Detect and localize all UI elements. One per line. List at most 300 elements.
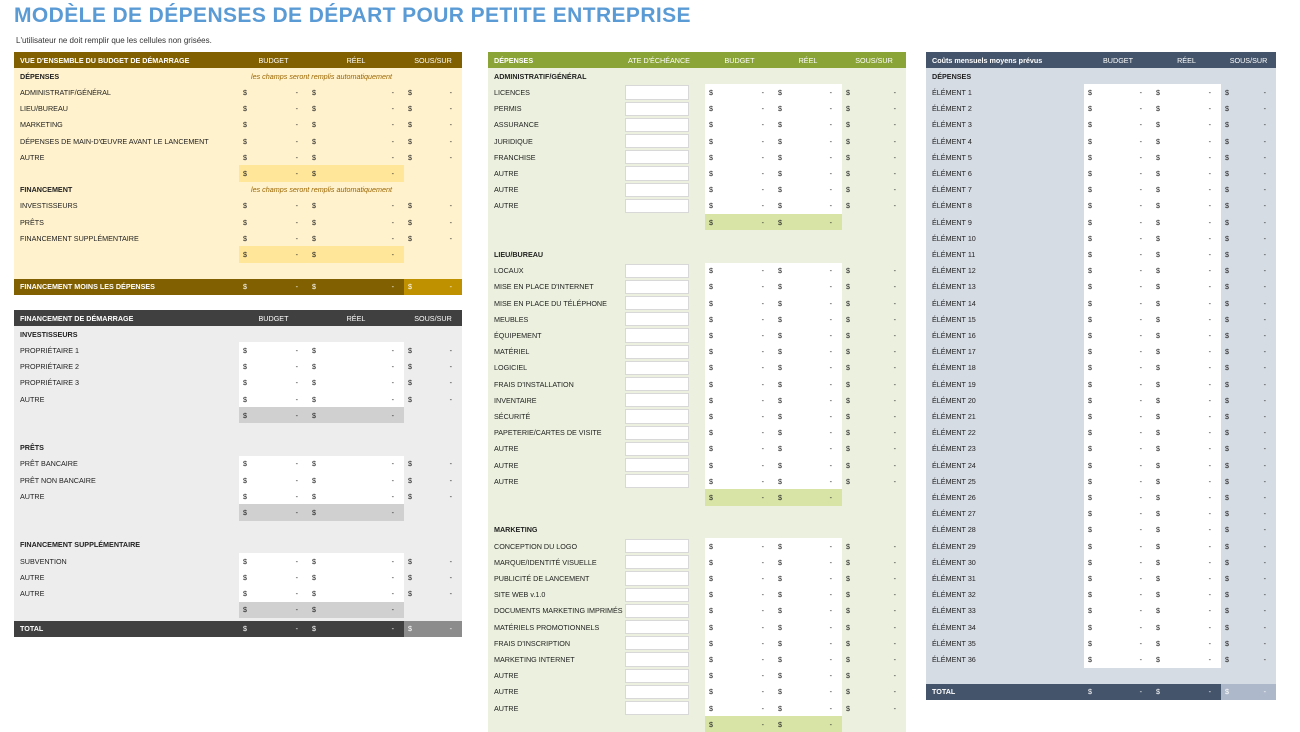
currency-symbol[interactable]: $: [778, 460, 782, 470]
currency-symbol[interactable]: $: [312, 362, 316, 372]
currency-symbol[interactable]: $: [778, 444, 782, 454]
amount-value[interactable]: -: [761, 168, 764, 178]
due-date-input[interactable]: [625, 183, 689, 197]
amount-value[interactable]: -: [391, 378, 394, 388]
amount-value[interactable]: -: [1139, 120, 1142, 130]
amount-value[interactable]: -: [1208, 460, 1211, 470]
currency-symbol[interactable]: $: [709, 573, 713, 583]
currency-symbol[interactable]: $: [778, 201, 782, 211]
amount-value[interactable]: -: [761, 638, 764, 648]
currency-symbol[interactable]: $: [778, 671, 782, 681]
amount-value[interactable]: -: [829, 411, 832, 421]
amount-value[interactable]: -: [829, 460, 832, 470]
currency-symbol[interactable]: $: [312, 378, 316, 388]
due-date-input[interactable]: [625, 328, 689, 342]
currency-symbol[interactable]: $: [1156, 152, 1160, 162]
currency-symbol[interactable]: $: [243, 588, 247, 598]
currency-symbol[interactable]: $: [1156, 217, 1160, 227]
currency-symbol[interactable]: $: [1088, 249, 1092, 259]
currency-symbol[interactable]: $: [312, 345, 316, 355]
amount-value[interactable]: -: [391, 588, 394, 598]
due-date-input[interactable]: [625, 118, 689, 132]
currency-symbol[interactable]: $: [1088, 638, 1092, 648]
amount-value[interactable]: -: [761, 152, 764, 162]
due-date-input[interactable]: [625, 588, 689, 602]
currency-symbol[interactable]: $: [778, 411, 782, 421]
amount-value[interactable]: -: [761, 476, 764, 486]
currency-symbol[interactable]: $: [778, 185, 782, 195]
due-date-input[interactable]: [625, 102, 689, 116]
currency-symbol[interactable]: $: [778, 590, 782, 600]
amount-value[interactable]: -: [829, 120, 832, 130]
currency-symbol[interactable]: $: [243, 362, 247, 372]
due-date-input[interactable]: [625, 199, 689, 213]
currency-symbol[interactable]: $: [778, 347, 782, 357]
amount-value[interactable]: -: [761, 104, 764, 114]
due-date-input[interactable]: [625, 426, 689, 440]
amount-value[interactable]: -: [829, 282, 832, 292]
currency-symbol[interactable]: $: [243, 572, 247, 582]
currency-symbol[interactable]: $: [1156, 266, 1160, 276]
currency-symbol[interactable]: $: [1156, 104, 1160, 114]
amount-value[interactable]: -: [1208, 541, 1211, 551]
currency-symbol[interactable]: $: [1088, 622, 1092, 632]
amount-value[interactable]: -: [761, 330, 764, 340]
amount-value[interactable]: -: [1208, 395, 1211, 405]
currency-symbol[interactable]: $: [1088, 152, 1092, 162]
amount-value[interactable]: -: [1208, 654, 1211, 664]
currency-symbol[interactable]: $: [709, 541, 713, 551]
amount-value[interactable]: -: [295, 362, 298, 372]
currency-symbol[interactable]: $: [1156, 347, 1160, 357]
currency-symbol[interactable]: $: [1156, 460, 1160, 470]
currency-symbol[interactable]: $: [1156, 638, 1160, 648]
amount-value[interactable]: -: [1139, 395, 1142, 405]
currency-symbol[interactable]: $: [1088, 314, 1092, 324]
amount-value[interactable]: -: [761, 379, 764, 389]
amount-value[interactable]: -: [829, 104, 832, 114]
amount-value[interactable]: -: [829, 330, 832, 340]
currency-symbol[interactable]: $: [778, 363, 782, 373]
currency-symbol[interactable]: $: [1088, 168, 1092, 178]
currency-symbol[interactable]: $: [1156, 185, 1160, 195]
amount-value[interactable]: -: [829, 168, 832, 178]
currency-symbol[interactable]: $: [778, 573, 782, 583]
currency-symbol[interactable]: $: [1156, 444, 1160, 454]
currency-symbol[interactable]: $: [709, 444, 713, 454]
currency-symbol[interactable]: $: [1156, 314, 1160, 324]
amount-value[interactable]: -: [1208, 266, 1211, 276]
currency-symbol[interactable]: $: [1088, 104, 1092, 114]
amount-value[interactable]: -: [829, 395, 832, 405]
currency-symbol[interactable]: $: [778, 622, 782, 632]
currency-symbol[interactable]: $: [778, 395, 782, 405]
amount-value[interactable]: -: [1208, 282, 1211, 292]
currency-symbol[interactable]: $: [1156, 87, 1160, 97]
currency-symbol[interactable]: $: [709, 185, 713, 195]
currency-symbol[interactable]: $: [709, 671, 713, 681]
currency-symbol[interactable]: $: [1156, 298, 1160, 308]
currency-symbol[interactable]: $: [312, 556, 316, 566]
amount-value[interactable]: -: [295, 394, 298, 404]
due-date-input[interactable]: [625, 409, 689, 423]
currency-symbol[interactable]: $: [709, 428, 713, 438]
amount-value[interactable]: -: [1139, 87, 1142, 97]
currency-symbol[interactable]: $: [1088, 120, 1092, 130]
amount-value[interactable]: -: [829, 557, 832, 567]
amount-value[interactable]: -: [761, 395, 764, 405]
amount-value[interactable]: -: [829, 590, 832, 600]
currency-symbol[interactable]: $: [243, 556, 247, 566]
currency-symbol[interactable]: $: [778, 606, 782, 616]
currency-symbol[interactable]: $: [1088, 492, 1092, 502]
amount-value[interactable]: -: [295, 459, 298, 469]
currency-symbol[interactable]: $: [778, 654, 782, 664]
amount-value[interactable]: -: [295, 378, 298, 388]
amount-value[interactable]: -: [391, 572, 394, 582]
amount-value[interactable]: -: [295, 345, 298, 355]
due-date-input[interactable]: [625, 85, 689, 99]
currency-symbol[interactable]: $: [243, 394, 247, 404]
amount-value[interactable]: -: [761, 654, 764, 664]
amount-value[interactable]: -: [1139, 185, 1142, 195]
currency-symbol[interactable]: $: [1088, 282, 1092, 292]
amount-value[interactable]: -: [761, 622, 764, 632]
amount-value[interactable]: -: [391, 556, 394, 566]
amount-value[interactable]: -: [761, 687, 764, 697]
due-date-input[interactable]: [625, 393, 689, 407]
currency-symbol[interactable]: $: [312, 588, 316, 598]
due-date-input[interactable]: [625, 264, 689, 278]
amount-value[interactable]: -: [829, 476, 832, 486]
amount-value[interactable]: -: [1139, 249, 1142, 259]
amount-value[interactable]: -: [295, 556, 298, 566]
currency-symbol[interactable]: $: [1088, 201, 1092, 211]
currency-symbol[interactable]: $: [709, 152, 713, 162]
currency-symbol[interactable]: $: [1088, 233, 1092, 243]
amount-value[interactable]: -: [829, 314, 832, 324]
currency-symbol[interactable]: $: [709, 363, 713, 373]
currency-symbol[interactable]: $: [1088, 363, 1092, 373]
currency-symbol[interactable]: $: [1156, 557, 1160, 567]
amount-value[interactable]: -: [1139, 363, 1142, 373]
currency-symbol[interactable]: $: [1088, 654, 1092, 664]
amount-value[interactable]: -: [1208, 573, 1211, 583]
currency-symbol[interactable]: $: [1088, 509, 1092, 519]
currency-symbol[interactable]: $: [709, 298, 713, 308]
due-date-input[interactable]: [625, 361, 689, 375]
currency-symbol[interactable]: $: [709, 395, 713, 405]
currency-symbol[interactable]: $: [1088, 298, 1092, 308]
amount-value[interactable]: -: [1139, 201, 1142, 211]
due-date-input[interactable]: [625, 539, 689, 553]
currency-symbol[interactable]: $: [709, 476, 713, 486]
due-date-input[interactable]: [625, 296, 689, 310]
due-date-input[interactable]: [625, 685, 689, 699]
currency-symbol[interactable]: $: [1156, 411, 1160, 421]
currency-symbol[interactable]: $: [1088, 476, 1092, 486]
currency-symbol[interactable]: $: [709, 654, 713, 664]
currency-symbol[interactable]: $: [1156, 476, 1160, 486]
currency-symbol[interactable]: $: [709, 347, 713, 357]
currency-symbol[interactable]: $: [778, 379, 782, 389]
currency-symbol[interactable]: $: [1088, 573, 1092, 583]
due-date-input[interactable]: [625, 166, 689, 180]
currency-symbol[interactable]: $: [1088, 411, 1092, 421]
amount-value[interactable]: -: [829, 606, 832, 616]
amount-value[interactable]: -: [829, 687, 832, 697]
currency-symbol[interactable]: $: [1088, 444, 1092, 454]
amount-value[interactable]: -: [761, 460, 764, 470]
amount-value[interactable]: -: [1139, 411, 1142, 421]
currency-symbol[interactable]: $: [778, 703, 782, 713]
amount-value[interactable]: -: [1208, 509, 1211, 519]
amount-value[interactable]: -: [761, 703, 764, 713]
currency-symbol[interactable]: $: [1156, 525, 1160, 535]
amount-value[interactable]: -: [761, 282, 764, 292]
amount-value[interactable]: -: [1139, 168, 1142, 178]
currency-symbol[interactable]: $: [778, 638, 782, 648]
amount-value[interactable]: -: [1139, 622, 1142, 632]
due-date-input[interactable]: [625, 652, 689, 666]
currency-symbol[interactable]: $: [1088, 525, 1092, 535]
currency-symbol[interactable]: $: [1088, 136, 1092, 146]
currency-symbol[interactable]: $: [1088, 606, 1092, 616]
amount-value[interactable]: -: [1208, 152, 1211, 162]
amount-value[interactable]: -: [761, 347, 764, 357]
amount-value[interactable]: -: [295, 491, 298, 501]
currency-symbol[interactable]: $: [1088, 217, 1092, 227]
amount-value[interactable]: -: [1208, 525, 1211, 535]
amount-value[interactable]: -: [761, 590, 764, 600]
currency-symbol[interactable]: $: [778, 266, 782, 276]
amount-value[interactable]: -: [829, 136, 832, 146]
currency-symbol[interactable]: $: [1088, 395, 1092, 405]
currency-symbol[interactable]: $: [778, 476, 782, 486]
amount-value[interactable]: -: [829, 638, 832, 648]
amount-value[interactable]: -: [1139, 509, 1142, 519]
currency-symbol[interactable]: $: [1088, 330, 1092, 340]
currency-symbol[interactable]: $: [1156, 509, 1160, 519]
amount-value[interactable]: -: [1208, 492, 1211, 502]
currency-symbol[interactable]: $: [709, 590, 713, 600]
currency-symbol[interactable]: $: [243, 345, 247, 355]
due-date-input[interactable]: [625, 312, 689, 326]
amount-value[interactable]: -: [1139, 330, 1142, 340]
due-date-input[interactable]: [625, 345, 689, 359]
amount-value[interactable]: -: [761, 266, 764, 276]
currency-symbol[interactable]: $: [709, 136, 713, 146]
amount-value[interactable]: -: [761, 185, 764, 195]
amount-value[interactable]: -: [829, 347, 832, 357]
currency-symbol[interactable]: $: [1156, 120, 1160, 130]
amount-value[interactable]: -: [1208, 622, 1211, 632]
due-date-input[interactable]: [625, 280, 689, 294]
amount-value[interactable]: -: [829, 541, 832, 551]
currency-symbol[interactable]: $: [709, 460, 713, 470]
due-date-input[interactable]: [625, 701, 689, 715]
due-date-input[interactable]: [625, 571, 689, 585]
amount-value[interactable]: -: [1139, 557, 1142, 567]
amount-value[interactable]: -: [1208, 168, 1211, 178]
amount-value[interactable]: -: [1208, 104, 1211, 114]
amount-value[interactable]: -: [1139, 282, 1142, 292]
amount-value[interactable]: -: [295, 475, 298, 485]
due-date-input[interactable]: [625, 636, 689, 650]
amount-value[interactable]: -: [829, 444, 832, 454]
amount-value[interactable]: -: [391, 459, 394, 469]
amount-value[interactable]: -: [829, 379, 832, 389]
currency-symbol[interactable]: $: [1088, 557, 1092, 567]
currency-symbol[interactable]: $: [243, 475, 247, 485]
currency-symbol[interactable]: $: [778, 298, 782, 308]
amount-value[interactable]: -: [1139, 492, 1142, 502]
amount-value[interactable]: -: [1208, 411, 1211, 421]
currency-symbol[interactable]: $: [709, 120, 713, 130]
currency-symbol[interactable]: $: [709, 703, 713, 713]
amount-value[interactable]: -: [829, 298, 832, 308]
currency-symbol[interactable]: $: [778, 687, 782, 697]
currency-symbol[interactable]: $: [1156, 622, 1160, 632]
amount-value[interactable]: -: [829, 185, 832, 195]
amount-value[interactable]: -: [1208, 476, 1211, 486]
amount-value[interactable]: -: [1139, 638, 1142, 648]
amount-value[interactable]: -: [761, 314, 764, 324]
currency-symbol[interactable]: $: [1088, 185, 1092, 195]
amount-value[interactable]: -: [1208, 638, 1211, 648]
amount-value[interactable]: -: [391, 475, 394, 485]
amount-value[interactable]: -: [1208, 298, 1211, 308]
amount-value[interactable]: -: [761, 573, 764, 583]
amount-value[interactable]: -: [1139, 379, 1142, 389]
currency-symbol[interactable]: $: [1088, 347, 1092, 357]
due-date-input[interactable]: [625, 150, 689, 164]
currency-symbol[interactable]: $: [312, 572, 316, 582]
amount-value[interactable]: -: [761, 201, 764, 211]
currency-symbol[interactable]: $: [778, 557, 782, 567]
amount-value[interactable]: -: [1208, 347, 1211, 357]
amount-value[interactable]: -: [1139, 266, 1142, 276]
amount-value[interactable]: -: [1139, 298, 1142, 308]
amount-value[interactable]: -: [761, 444, 764, 454]
currency-symbol[interactable]: $: [1156, 249, 1160, 259]
amount-value[interactable]: -: [1208, 606, 1211, 616]
amount-value[interactable]: -: [1208, 379, 1211, 389]
currency-symbol[interactable]: $: [778, 120, 782, 130]
currency-symbol[interactable]: $: [778, 152, 782, 162]
currency-symbol[interactable]: $: [1156, 395, 1160, 405]
currency-symbol[interactable]: $: [709, 168, 713, 178]
amount-value[interactable]: -: [761, 411, 764, 421]
currency-symbol[interactable]: $: [778, 428, 782, 438]
amount-value[interactable]: -: [1139, 541, 1142, 551]
amount-value[interactable]: -: [1139, 606, 1142, 616]
amount-value[interactable]: -: [1208, 249, 1211, 259]
amount-value[interactable]: -: [1139, 152, 1142, 162]
currency-symbol[interactable]: $: [1088, 87, 1092, 97]
currency-symbol[interactable]: $: [243, 491, 247, 501]
amount-value[interactable]: -: [829, 363, 832, 373]
currency-symbol[interactable]: $: [709, 687, 713, 697]
currency-symbol[interactable]: $: [1156, 282, 1160, 292]
amount-value[interactable]: -: [391, 362, 394, 372]
amount-value[interactable]: -: [1139, 428, 1142, 438]
currency-symbol[interactable]: $: [778, 541, 782, 551]
currency-symbol[interactable]: $: [709, 104, 713, 114]
amount-value[interactable]: -: [391, 394, 394, 404]
amount-value[interactable]: -: [761, 298, 764, 308]
currency-symbol[interactable]: $: [709, 638, 713, 648]
amount-value[interactable]: -: [1139, 590, 1142, 600]
amount-value[interactable]: -: [829, 622, 832, 632]
amount-value[interactable]: -: [829, 573, 832, 583]
amount-value[interactable]: -: [1139, 573, 1142, 583]
amount-value[interactable]: -: [829, 87, 832, 97]
due-date-input[interactable]: [625, 377, 689, 391]
amount-value[interactable]: -: [1208, 120, 1211, 130]
currency-symbol[interactable]: $: [243, 459, 247, 469]
amount-value[interactable]: -: [829, 671, 832, 681]
currency-symbol[interactable]: $: [1156, 330, 1160, 340]
currency-symbol[interactable]: $: [1156, 573, 1160, 583]
amount-value[interactable]: -: [761, 120, 764, 130]
currency-symbol[interactable]: $: [1156, 654, 1160, 664]
amount-value[interactable]: -: [829, 703, 832, 713]
amount-value[interactable]: -: [761, 428, 764, 438]
amount-value[interactable]: -: [1208, 590, 1211, 600]
currency-symbol[interactable]: $: [243, 378, 247, 388]
amount-value[interactable]: -: [1139, 217, 1142, 227]
currency-symbol[interactable]: $: [778, 87, 782, 97]
currency-symbol[interactable]: $: [1088, 541, 1092, 551]
amount-value[interactable]: -: [391, 491, 394, 501]
due-date-input[interactable]: [625, 458, 689, 472]
currency-symbol[interactable]: $: [778, 168, 782, 178]
currency-symbol[interactable]: $: [1156, 606, 1160, 616]
currency-symbol[interactable]: $: [1156, 379, 1160, 389]
currency-symbol[interactable]: $: [778, 314, 782, 324]
currency-symbol[interactable]: $: [1156, 492, 1160, 502]
amount-value[interactable]: -: [761, 671, 764, 681]
currency-symbol[interactable]: $: [1156, 428, 1160, 438]
currency-symbol[interactable]: $: [709, 330, 713, 340]
amount-value[interactable]: -: [1208, 136, 1211, 146]
currency-symbol[interactable]: $: [312, 491, 316, 501]
amount-value[interactable]: -: [829, 654, 832, 664]
amount-value[interactable]: -: [391, 345, 394, 355]
currency-symbol[interactable]: $: [778, 104, 782, 114]
currency-symbol[interactable]: $: [312, 459, 316, 469]
amount-value[interactable]: -: [829, 266, 832, 276]
currency-symbol[interactable]: $: [1156, 363, 1160, 373]
due-date-input[interactable]: [625, 669, 689, 683]
due-date-input[interactable]: [625, 134, 689, 148]
amount-value[interactable]: -: [1208, 444, 1211, 454]
currency-symbol[interactable]: $: [778, 136, 782, 146]
amount-value[interactable]: -: [1208, 557, 1211, 567]
amount-value[interactable]: -: [1208, 330, 1211, 340]
amount-value[interactable]: -: [1139, 233, 1142, 243]
amount-value[interactable]: -: [1139, 654, 1142, 664]
currency-symbol[interactable]: $: [312, 394, 316, 404]
amount-value[interactable]: -: [1139, 460, 1142, 470]
currency-symbol[interactable]: $: [778, 330, 782, 340]
amount-value[interactable]: -: [829, 201, 832, 211]
currency-symbol[interactable]: $: [1156, 201, 1160, 211]
amount-value[interactable]: -: [829, 428, 832, 438]
amount-value[interactable]: -: [1208, 201, 1211, 211]
due-date-input[interactable]: [625, 620, 689, 634]
